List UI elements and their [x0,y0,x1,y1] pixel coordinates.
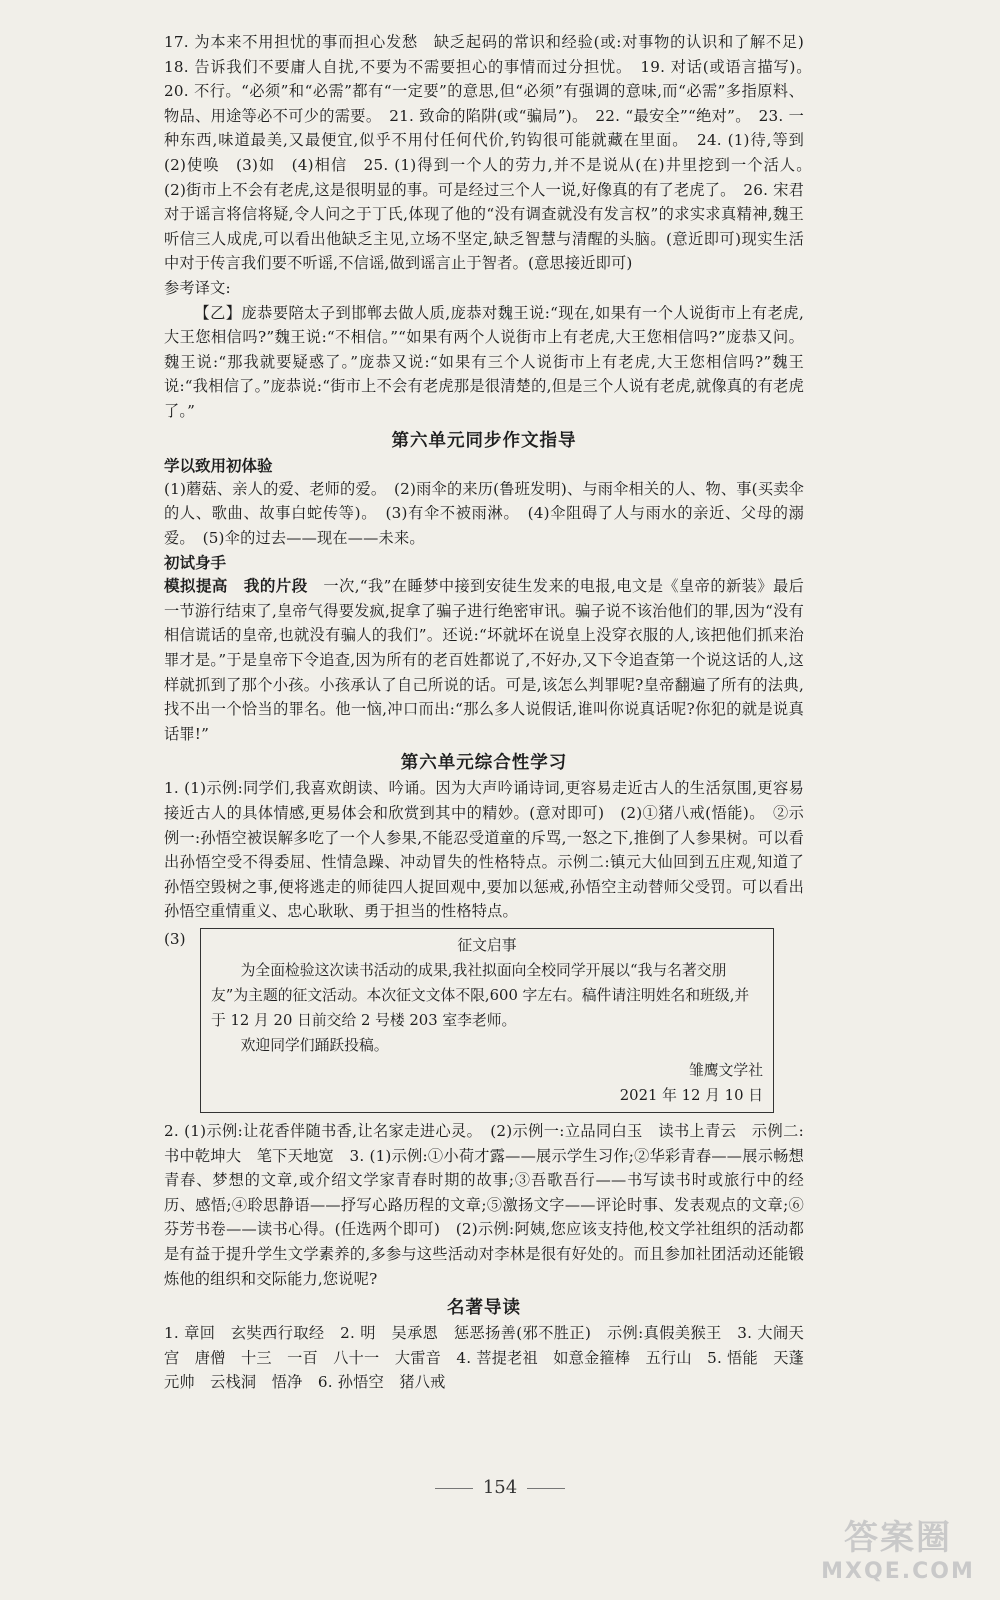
writing-text-1: (1)蘑菇、亲人的爱、老师的爱。 (2)雨伞的来历(鲁班发明)、与雨伞相关的人、物、事(买卖伞的人、歌曲、故事白蛇传等)。 (3)有伞不被雨淋。 (4)伞阻碍了人与雨水的亲近、父母的溺爱。 (5)伞的过去——现在——未来。 [164,479,804,547]
comprehensive-section-title: 第六单元综合性学习 [400,753,568,774]
watermark [818,1510,978,1590]
classics-section-title: 名著导读 [447,1298,521,1319]
page-number-right-dash [527,1488,565,1489]
page-number-left-dash [435,1488,473,1489]
writing-fragment [164,574,804,746]
classics-text: 1. 章回 玄奘西行取经 2. 明 吴承恩 惩恶扬善(邪不胜正) 示例:真假美猴王 3. 大闹天宫 唐僧 十三 一百 八十一 大雷音 4. 菩提老祖 如意金箍棒 五行山 5. 悟能 天蓬元帅 云栈洞 悟净 6. 孙悟空 猪八戒 [164,1324,804,1392]
writing-sub-2: 初试身手 [164,554,227,573]
comprehensive-text-1: 1. (1)示例:同学们,我喜欢朗读、吟诵。因为大声吟诵诗词,更容易走近古人的生活氛围,更容易接近古人的具体情感,更易体会和欣赏到其中的精妙。(意对即可) (2)①猪八戒(悟能)。 ②示例一:孙悟空被误解多吃了一个人参果,不能忍受道童的斥骂,一怒之下,推倒了人参果树。可以看出孙悟空受不得委屈、性情急躁、冲动冒失的性格特点。示例二:镇元大仙回到五庄观,知道了孙悟空毁树之事,便将逃走的师徒四人捉回观中,要加以惩戒,孙悟空主动替师父受罚。可以看出孙悟空重情重义、忠心耿耿、勇于担当的性格特点。 [164,779,804,921]
page-number-row [0,1477,1000,1498]
translation-text: 【乙】庞恭要陪太子到邯郸去做人质,庞恭对魏王说:“现在,如果有一个人说街市上有老虎,大王您相信吗?”魏王说:“不相信。”“如果有两个人说街市上有老虎,大王您相信吗?”庞恭又问。魏王说:“那我就要疑惑了。”庞恭又说:“如果有三个人说街市上有老虎,大王您相信吗?”魏王说:“我相信了。”庞恭说:“街市上不会有老虎那是很清楚的,但是三个人说有老虎,就像真的有老虎了。” [164,303,804,420]
page-number: 154 [482,1477,518,1498]
notice-row [164,928,804,1113]
watermark-line-2: MXQE.COM [821,1559,975,1584]
notice-title: 征文启事 [457,937,517,954]
watermark-line-1: 答案圈 [844,1518,952,1558]
writing-section-title: 第六单元同步作文指导 [391,430,577,451]
writing-text-2: 一次,“我”在睡梦中接到安徒生发来的电报,电文是《皇帝的新装》最后一节游行结束了,皇帝气得要发疯,捉拿了骗子进行绝密审讯。骗子说不该治他们的罪,因为“没有相信谎话的皇帝,也就没有骗人的我们”。还说:“坏就坏在说皇上没穿衣服的人,该把他们抓来治罪才是。”于是皇帝下令追查,因为所有的老百姓都说了,不好办,又下令追查第一个说这话的人,这样就抓到了那个小孩。小孩承认了自己所说的话。可是,该怎么判罪呢?皇帝翻遍了所有的法典,找不出一个恰当的罪名。他一恼,冲口而出:“那么多人说假话,谁叫你说真话呢?你犯的就是说真话罪!” [164,577,804,743]
notice-body: 为全面检验这次读书活动的成果,我社拟面向全校同学开展以“我与名著交朋友”为主题的征文活动。本次征文文体不限,600 字左右。稿件请注明姓名和班级,并于 12 月 20 日前交给 2 号楼 203 室李老师。 [211,962,750,1029]
notice-label: (3) [164,930,186,948]
page-content [164,30,820,1395]
writing-sub-3: 模拟提高 我的片段 [164,577,308,596]
comprehensive-text-2: 2. (1)示例:让花香伴随书香,让名家走进心灵。 (2)示例一:立品同白玉 读书上青云 示例二:书中乾坤大 笔下天地宽 3. (1)示例:①小荷才露——展示学生习作;②华彩青春——展示畅想青春、梦想的文章,或介绍文学家青春时期的故事;③吾歌吾行——书写读书时或旅行中的经历、感悟;④聆思静语——抒写心路历程的文章;⑤激扬文字——评论时事、发表观点的文章;⑥芬芳书卷——读书心得。(任选两个即可) (2)示例:阿姨,您应该支持他,校文学社组织的活动都是有益于提升学生文学素养的,多参与这些活动对李林是很有好处的。而且参加社团活动还能锻炼他的组织和交际能力,您说呢? [164,1122,804,1288]
writing-sub-1: 学以致用初体验 [164,456,273,475]
notice-date: 2021 年 12 月 10 日 [619,1087,763,1104]
answers-top: 17. 为本来不用担忧的事而担心发愁 缺乏起码的常识和经验(或:对事物的认识和了解不足) 18. 告诉我们不要庸人自扰,不要为不需要担心的事情而过分担忧。 19. 对话(或语言描写)。 20. 不行。“必须”和“必需”都有“一定要”的意思,但“必须”有强调的意味,而“必需”多指原料、物品、用途等必不可少的需要。 21. 致命的陷阱(或“骗局”)。 22. “最安全”“绝对”。 23. 一种东西,味道最美,又最便宜,似乎不用付任何代价,钓钩很可能就藏在里面。 24. (1)待,等到 (2)使唤 (3)如 (4)相信 25. (1)得到一个人的劳力,并不是说从(在)井里挖到一个活人。 (2)街市上不会有老虎,这是很明显的事。可是经过三个人一说,好像真的有了老虎了。 26. 宋君对于谣言将信将疑,令人问之于丁氏,体现了他的“没有调查就没有发言权”的求实求真精神,魏王听信三人成虎,可以看出他缺乏主见,立场不坚定,缺乏智慧与清醒的头脑。(意近即可)现实生活中对于传言我们要不听谣,不信谣,做到谣言止于智者。(意思接近即可) [164,33,820,273]
translation-label: 参考译文: [164,278,231,297]
notice-org: 雏鹰文学社 [689,1062,763,1079]
notice-box [200,928,774,1113]
notice-welcome: 欢迎同学们踊跃投稿。 [240,1037,389,1054]
